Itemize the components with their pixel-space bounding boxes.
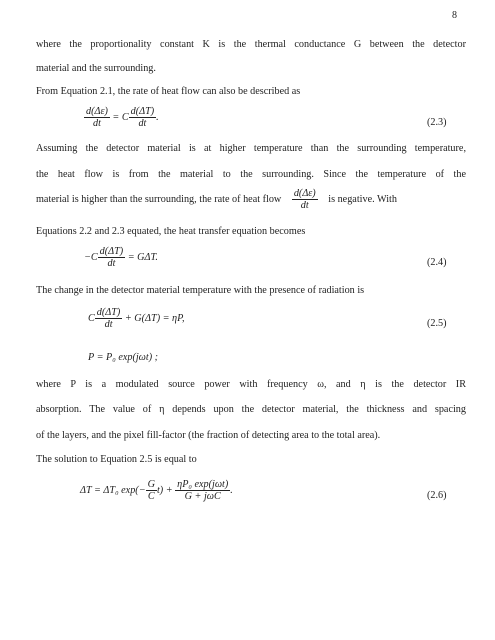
- equation-2-3: [84, 106, 159, 129]
- eq23-rhs-denominator: dt: [138, 118, 147, 129]
- eq26-mid: t) +: [156, 484, 173, 496]
- inline-fraction-numerator: d(Δε): [293, 188, 316, 199]
- eq26-pre: ΔT = ΔT₀ exp(−: [80, 484, 146, 496]
- eq24-pre: −C: [84, 251, 98, 263]
- equation-2-5b: P = P₀ exp(jωt) ;: [88, 352, 159, 363]
- paragraph-line: material and the surrounding.: [36, 63, 156, 74]
- paragraph-line: The solution to Equation 2.5 is equal to: [36, 454, 197, 465]
- eq25-pre: C: [88, 312, 95, 324]
- paragraph-line: of the layers, and the pixel fill-factor (the fraction of detecting area to the total area).: [36, 430, 381, 441]
- equation-number: (2.5): [427, 318, 447, 329]
- inline-fraction: [292, 188, 318, 211]
- paragraph-line: where the proportionality constant K is the thermal conductance G between the detector: [36, 39, 466, 50]
- equation-2-6: [80, 479, 233, 502]
- line-text-a: material is higher than the surrounding, the rate of heat flow: [36, 194, 282, 205]
- equation-number: (2.6): [427, 490, 447, 501]
- paragraph-line: The change in the detector material temperature with the presence of radiation is: [36, 285, 365, 296]
- eq26-denominator: G + jωC: [184, 491, 221, 502]
- equation-number: (2.4): [427, 257, 447, 268]
- eq26-g-denominator: C: [147, 491, 155, 502]
- eq24-numerator: d(ΔT): [99, 246, 124, 257]
- equation-2-5: [88, 307, 185, 330]
- inline-fraction-denominator: dt: [300, 200, 309, 211]
- paragraph-line-inline-fraction: [36, 188, 476, 211]
- eq26-numerator: ηP₀ exp(jωt): [177, 479, 229, 490]
- paragraph-line: From Equation 2.1, the rate of heat flow can also be described as: [36, 86, 301, 97]
- paragraph-line: absorption. The value of η depends upon the detector material, the thickness and spacing: [36, 404, 466, 415]
- eq23-lhs-numerator: d(Δε): [86, 106, 108, 117]
- equation-number: (2.3): [427, 117, 447, 128]
- eq25-numerator: d(ΔT): [96, 307, 121, 318]
- eq26-g-numerator: G: [147, 479, 155, 490]
- eq23-mid: = C: [112, 111, 129, 123]
- eq23-tail: .: [156, 111, 159, 123]
- line-text-b: is negative. With: [328, 194, 397, 205]
- paragraph-line: Equations 2.2 and 2.3 equated, the heat transfer equation becomes: [36, 226, 306, 237]
- page-number: 8: [452, 10, 457, 21]
- eq24-post: = GΔT.: [127, 251, 158, 263]
- eq24-denominator: dt: [107, 258, 116, 269]
- eq23-rhs-numerator: d(ΔT): [130, 106, 155, 117]
- paragraph-line: Assuming the detector material is at higher temperature than the surrounding temperature,: [36, 143, 466, 154]
- eq23-lhs-denominator: dt: [92, 118, 101, 129]
- eq25-denominator: dt: [104, 319, 113, 330]
- eq25-post: + G(ΔT) = ηP,: [124, 312, 185, 324]
- paragraph-line: where P is a modulated source power with frequency ω, and η is the detector IR: [36, 379, 466, 390]
- paragraph-line: the heat flow is from the material to the surrounding. Since the temperature of the: [36, 169, 466, 180]
- eq26-tail: .: [230, 484, 233, 496]
- equation-2-4: [84, 246, 158, 269]
